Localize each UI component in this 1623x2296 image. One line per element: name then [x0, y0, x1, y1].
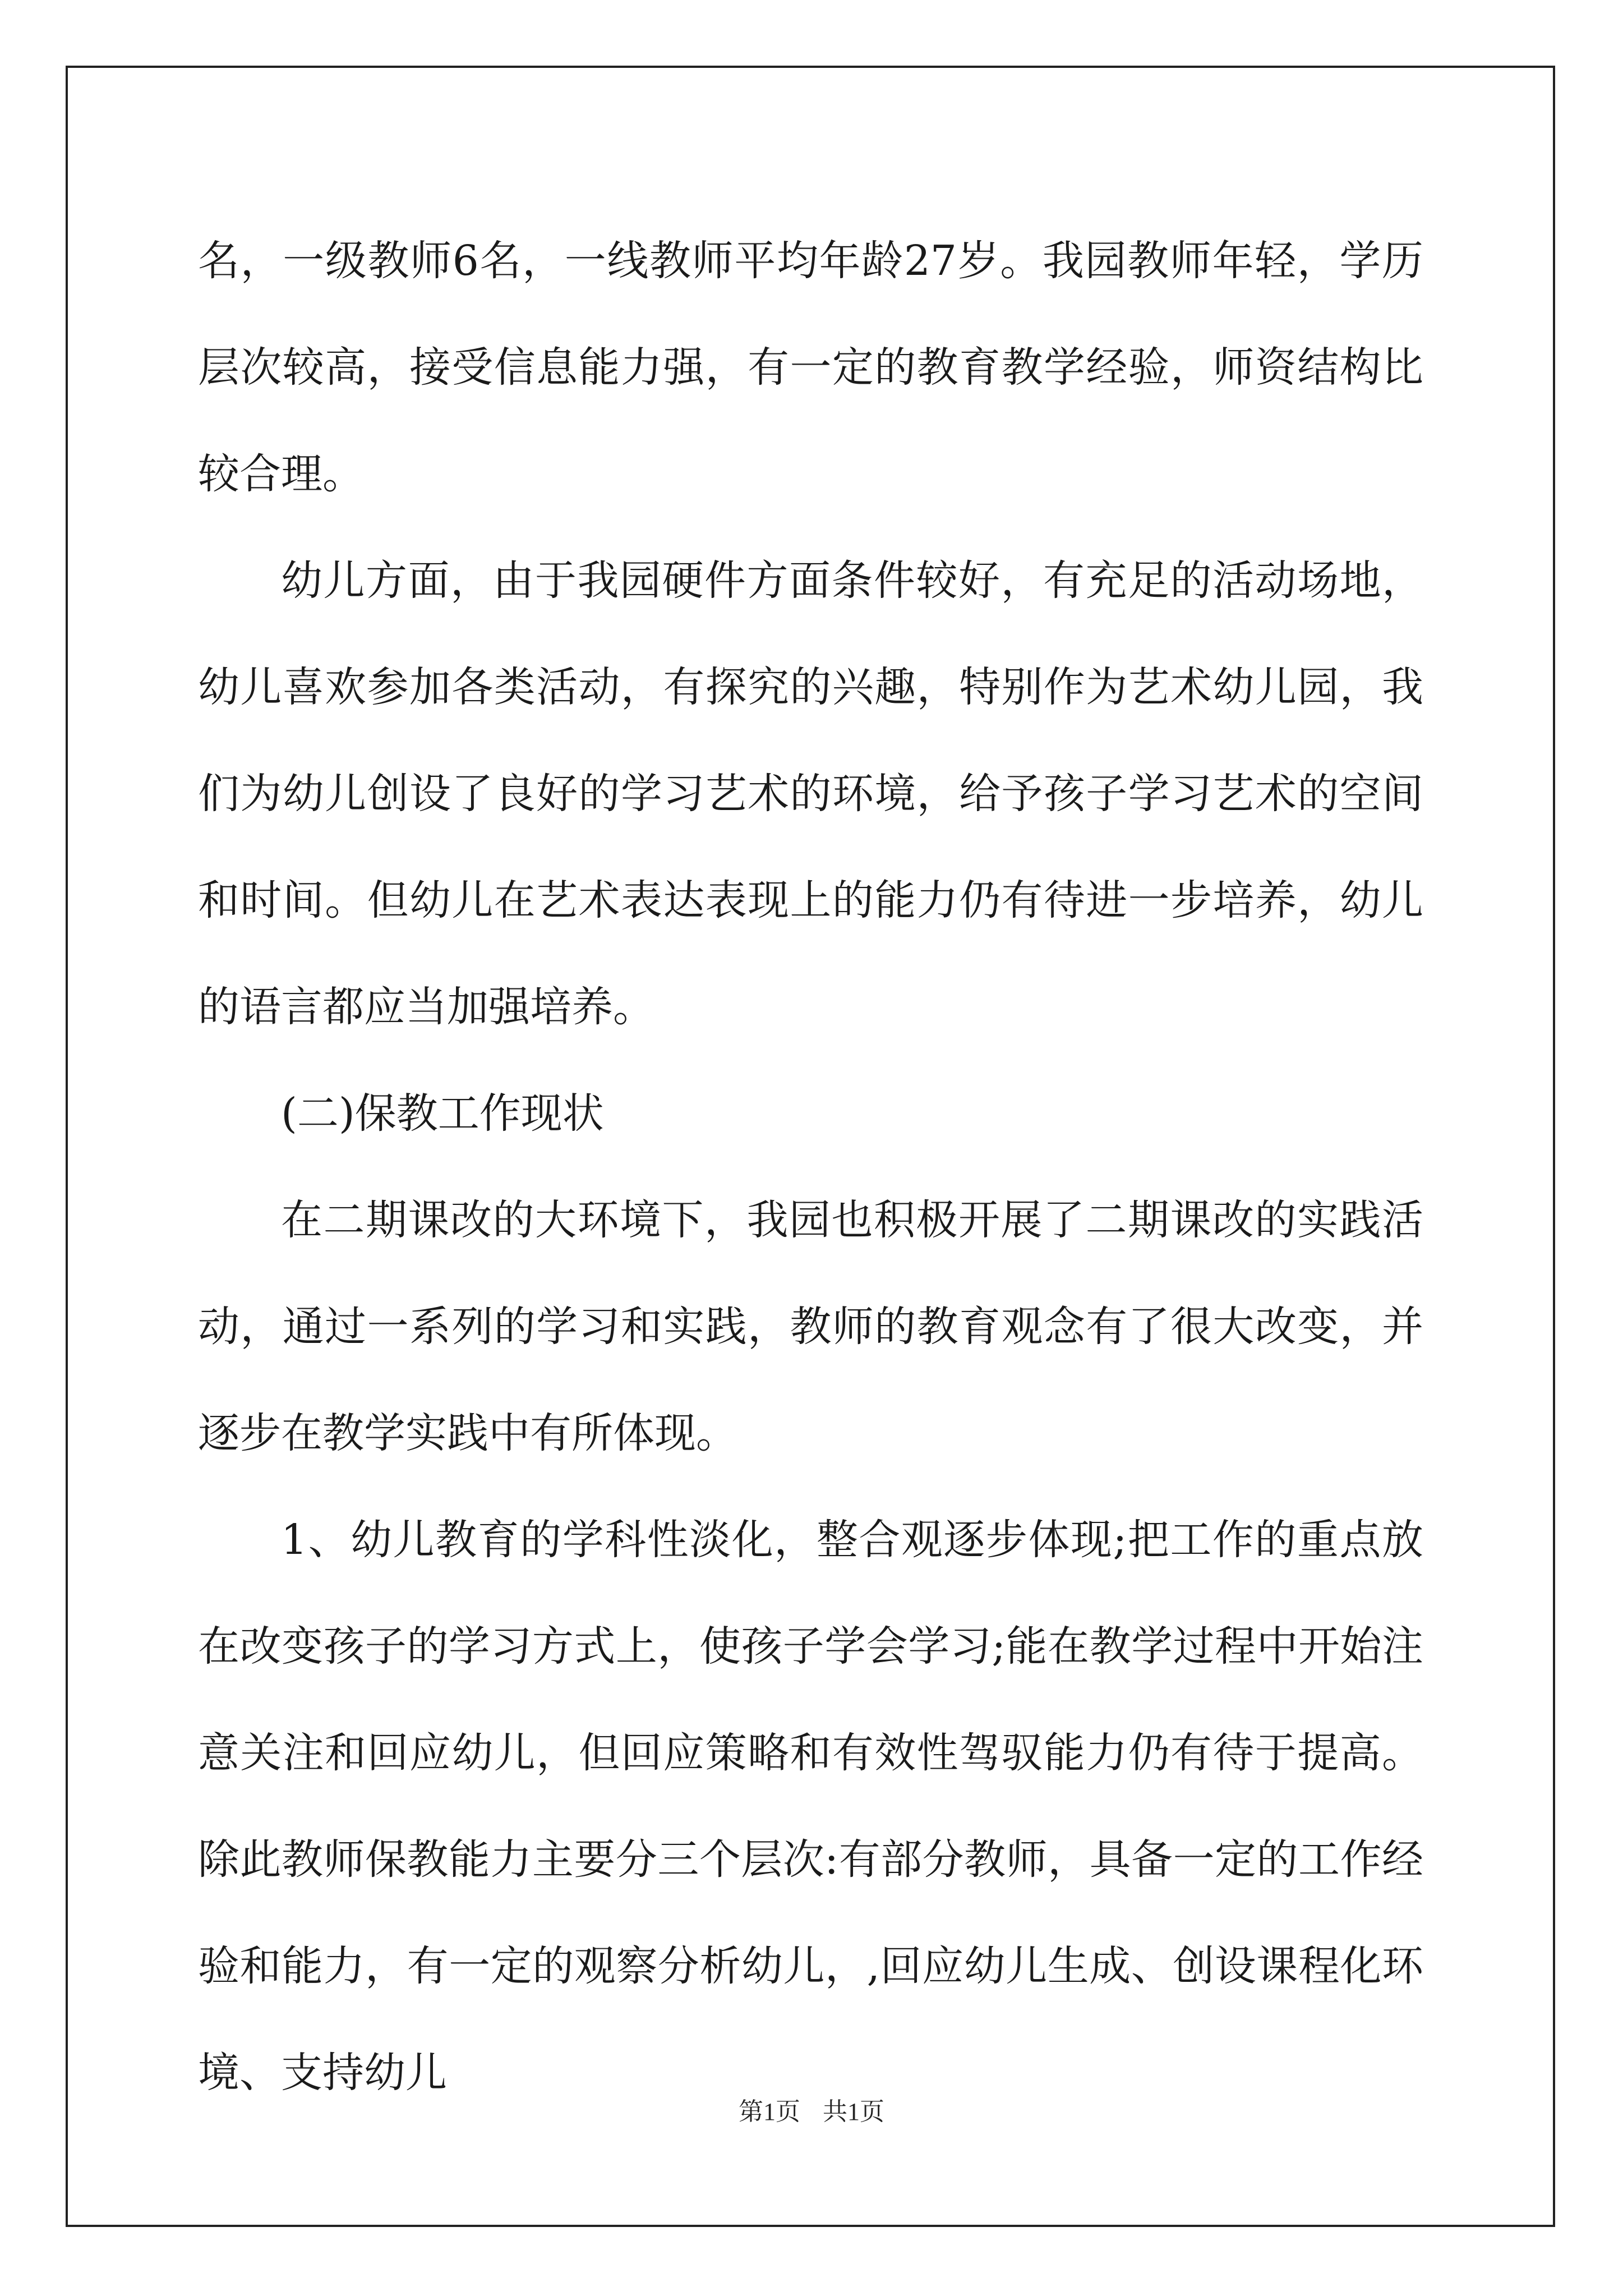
paragraph-4: 1、幼儿教育的学科性淡化，整合观逐步体现;把工作的重点放在改变孩子的学习方式上，使孩子学会学习;能在教学过程中开始注意关注和回应幼儿，但回应策略和有效性驾驭能力仍有待于提高。除此教师保教能力主要分三个层次:有部分教师，具备一定的工作经验和能力，有一定的观察分析幼儿，,回应幼儿生成、创设课程化环境、支持幼儿	[198, 1516, 1423, 2097]
page-total: 共1页	[823, 2098, 884, 2125]
page-number: 第1页	[739, 2098, 800, 2125]
page-footer	[0, 2095, 1623, 2129]
document-body	[198, 208, 1423, 2126]
section-heading: (二)保教工作现状	[281, 1089, 604, 1138]
paragraph-3: 在二期课改的大环境下，我园也积极开展了二期课改的实践活动，通过一系列的学习和实践，教师的教育观念有了很大改变，并逐步在教学实践中有所体现。	[198, 1196, 1423, 1457]
paragraph-2: 幼儿方面，由于我园硬件方面条件较好，有充足的活动场地，幼儿喜欢参加各类活动，有探究的兴趣，特别作为艺术幼儿园，我们为幼儿创设了良好的学习艺术的环境，给予孩子学习艺术的空间和时间。但幼儿在艺术表达表现上的能力仍有待进一步培养，幼儿的语言都应当加强培养。	[198, 556, 1423, 1031]
paragraph-1: 名，一级教师6名，一线教师平均年龄27岁。我园教师年轻，学历层次较高，接受信息能力强，有一定的教育教学经验，师资结构比较合理。	[198, 237, 1423, 498]
